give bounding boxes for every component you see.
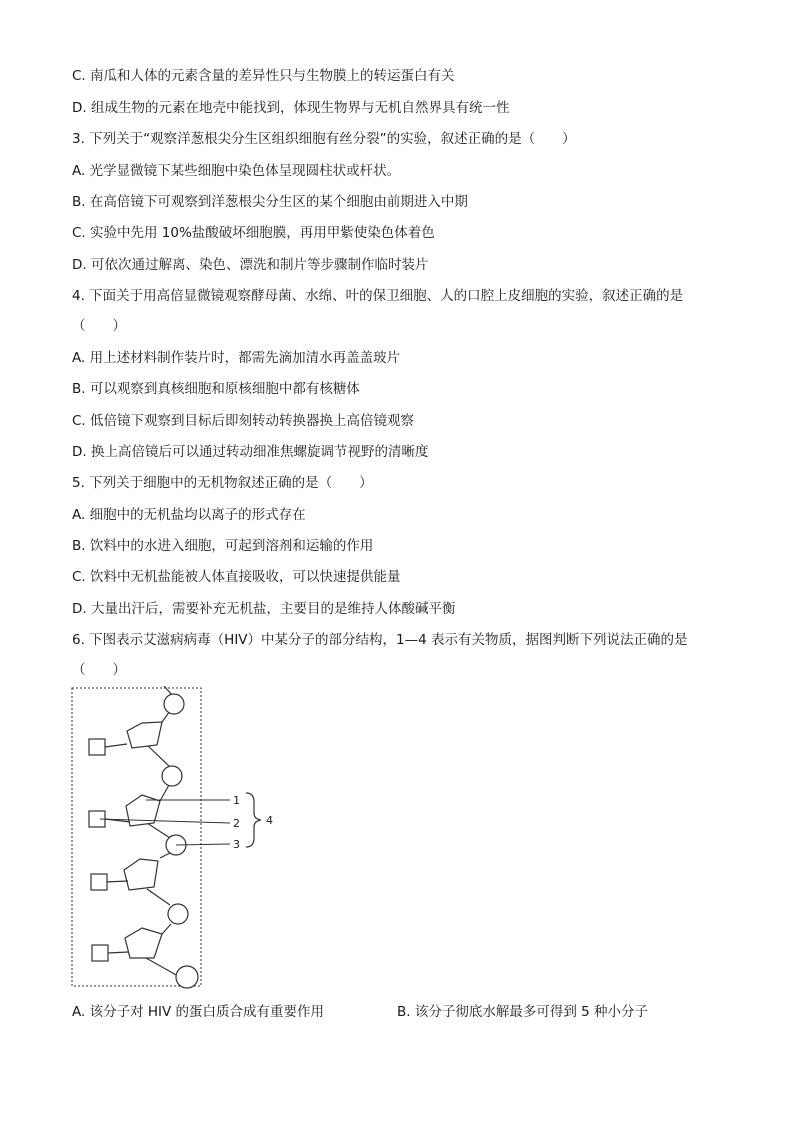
option-d-q4: D. 换上高倍镜后可以通过转动细准焦螺旋调节视野的清晰度 [72,444,429,460]
option-d-q3: D. 可依次通过解离、染色、漂洗和制片等步骤制作临时装片 [72,257,429,273]
leader-lines [100,800,230,845]
question-6-bracket: （ ） [72,662,126,678]
nucleotide-chain-figure [70,686,290,991]
option-b-q4: B. 可以观察到真核细胞和原核细胞中都有核糖体 [72,381,360,397]
option-d-q5: D. 大量出汗后，需要补充无机盐，主要目的是维持人体酸碱平衡 [72,601,456,617]
option-a-q4: A. 用上述材料制作装片时，都需先滴加清水再盖盖玻片 [72,350,401,366]
label-2: 2 [233,817,240,830]
option-d-q2: D. 组成生物的元素在地壳中能找到，体现生物界与无机自然界具有统一性 [72,100,510,116]
option-c-q2: C. 南瓜和人体的元素含量的差异性只与生物膜上的转运蛋白有关 [72,68,455,84]
option-c-q3: C. 实验中先用 10%盐酸破坏细胞膜，再用甲紫使染色体着色 [72,225,435,241]
question-6: 6. 下图表示艾滋病病毒（HIV）中某分子的部分结构，1—4 表示有关物质，据图判断下列说法正确的是 [72,632,688,648]
base-connectors [105,744,130,953]
question-5: 5. 下列关于细胞中的无机物叙述正确的是（ ） [72,475,373,491]
nitrogenous-base [89,739,108,961]
option-a-q5: A. 细胞中的无机盐均以离子的形式存在 [72,507,306,523]
option-c-q5: C. 饮料中无机盐能被人体直接吸收，可以快速提供能量 [72,569,401,585]
option-b-q6: B. 该分子彻底水解最多可得到 5 种小分子 [397,1004,649,1020]
curly-brace [246,793,261,847]
option-c-q4: C. 低倍镜下观察到目标后即刻转动转换器换上高倍镜观察 [72,413,415,429]
question-4-bracket: （ ） [72,318,126,334]
question-4: 4. 下面关于用高倍显微镜观察酵母菌、水绵、叶的保卫细胞、人的口腔上皮细胞的实验，叙述正确的是 [72,288,684,304]
label-3: 3 [233,838,240,851]
phosphate-group [162,694,198,988]
question-3: 3. 下列关于“观察洋葱根尖分生区组织细胞有丝分裂”的实验，叙述正确的是（ ） [72,131,576,147]
option-a-q6: A. 该分子对 HIV 的蛋白质合成有重要作用 [72,1004,325,1020]
pentose-sugar [124,722,162,958]
label-1: 1 [233,794,240,807]
option-a-q3: A. 光学显微镜下某些细胞中染色体呈现圆柱状或杆状。 [72,163,401,179]
option-b-q5: B. 饮料中的水进入细胞，可起到溶剂和运输的作用 [72,538,374,554]
label-4: 4 [266,814,273,827]
option-b-q3: B. 在高倍镜下可观察到洋葱根尖分生区的某个细胞由前期进入中期 [72,194,468,210]
